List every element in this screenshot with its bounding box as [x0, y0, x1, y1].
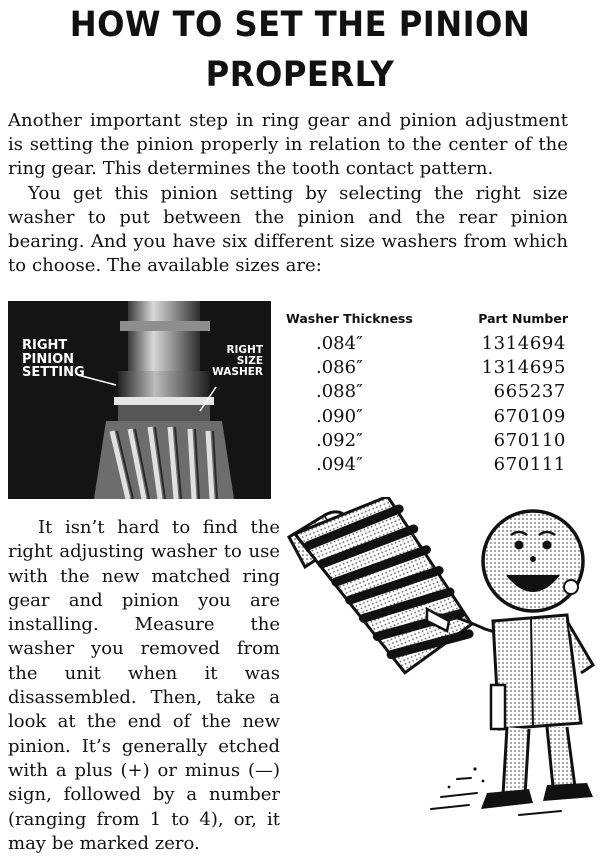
body-text [8, 516, 280, 856]
title-line-2: PROPERLY [205, 55, 395, 95]
mascot-icon [281, 497, 600, 817]
washer-thickness-cell: .090″ [316, 405, 363, 427]
table-row [282, 453, 572, 477]
pinion-photo-image [8, 301, 271, 499]
body-paragraph: It isn’t hard to find the right adjusting washer to use with the new matched ring gear and pinion you are installing. Measure the washer you removed from the unit when it was disassembled. Then, take a look at the end of the new pinion. It’s generally etched with a plus (+) or minus (—) sign, followed by a number (ranging from 1 to 4), or, it may be marked zero. [8, 517, 280, 854]
header-washer-thickness: Washer Thickness [286, 311, 413, 326]
table-row [282, 332, 572, 356]
intro-paragraph-1: Another important step in ring gear and pinion adjustment is setting the pinion properly in relation to the center of the ring gear. This determines the tooth contact pattern. [8, 110, 568, 180]
intro-paragraph-2: You get this pinion setting by selecting the right size washer to put between the pinion and the rear pinion bearing. And you have six different size washers from which to choose. The available sizes are: [8, 182, 568, 277]
table-row [282, 380, 572, 404]
table-row [282, 429, 572, 453]
title-line-1: HOW TO SET THE PINION [69, 5, 531, 45]
part-number-cell: 670109 [493, 405, 566, 427]
photo-label-pinion-setting: RIGHT PINION SETTING [22, 338, 85, 381]
part-number-cell: 1314694 [481, 333, 566, 354]
pinion-photo [8, 301, 271, 499]
photo-label-washer: RIGHT SIZE WASHER [212, 344, 263, 379]
page-title [24, 0, 576, 100]
washer-thickness-cell: .088″ [316, 381, 363, 403]
part-number-cell: 665237 [493, 381, 566, 403]
washer-thickness-cell: .086″ [316, 357, 363, 379]
intro-text [8, 109, 568, 278]
washer-thickness-cell: .092″ [316, 429, 363, 451]
table-row [282, 405, 572, 429]
table-row [282, 356, 572, 380]
gear-mascot-illustration [281, 497, 600, 817]
part-number-cell: 670111 [493, 454, 566, 476]
washer-thickness-cell: .084″ [316, 333, 363, 354]
washer-thickness-cell: .094″ [316, 454, 363, 476]
part-number-cell: 670110 [493, 429, 566, 451]
part-number-cell: 1314695 [481, 357, 566, 379]
washer-table [282, 312, 572, 477]
header-part-number: Part Number [478, 311, 568, 326]
table-header-row [282, 312, 572, 332]
